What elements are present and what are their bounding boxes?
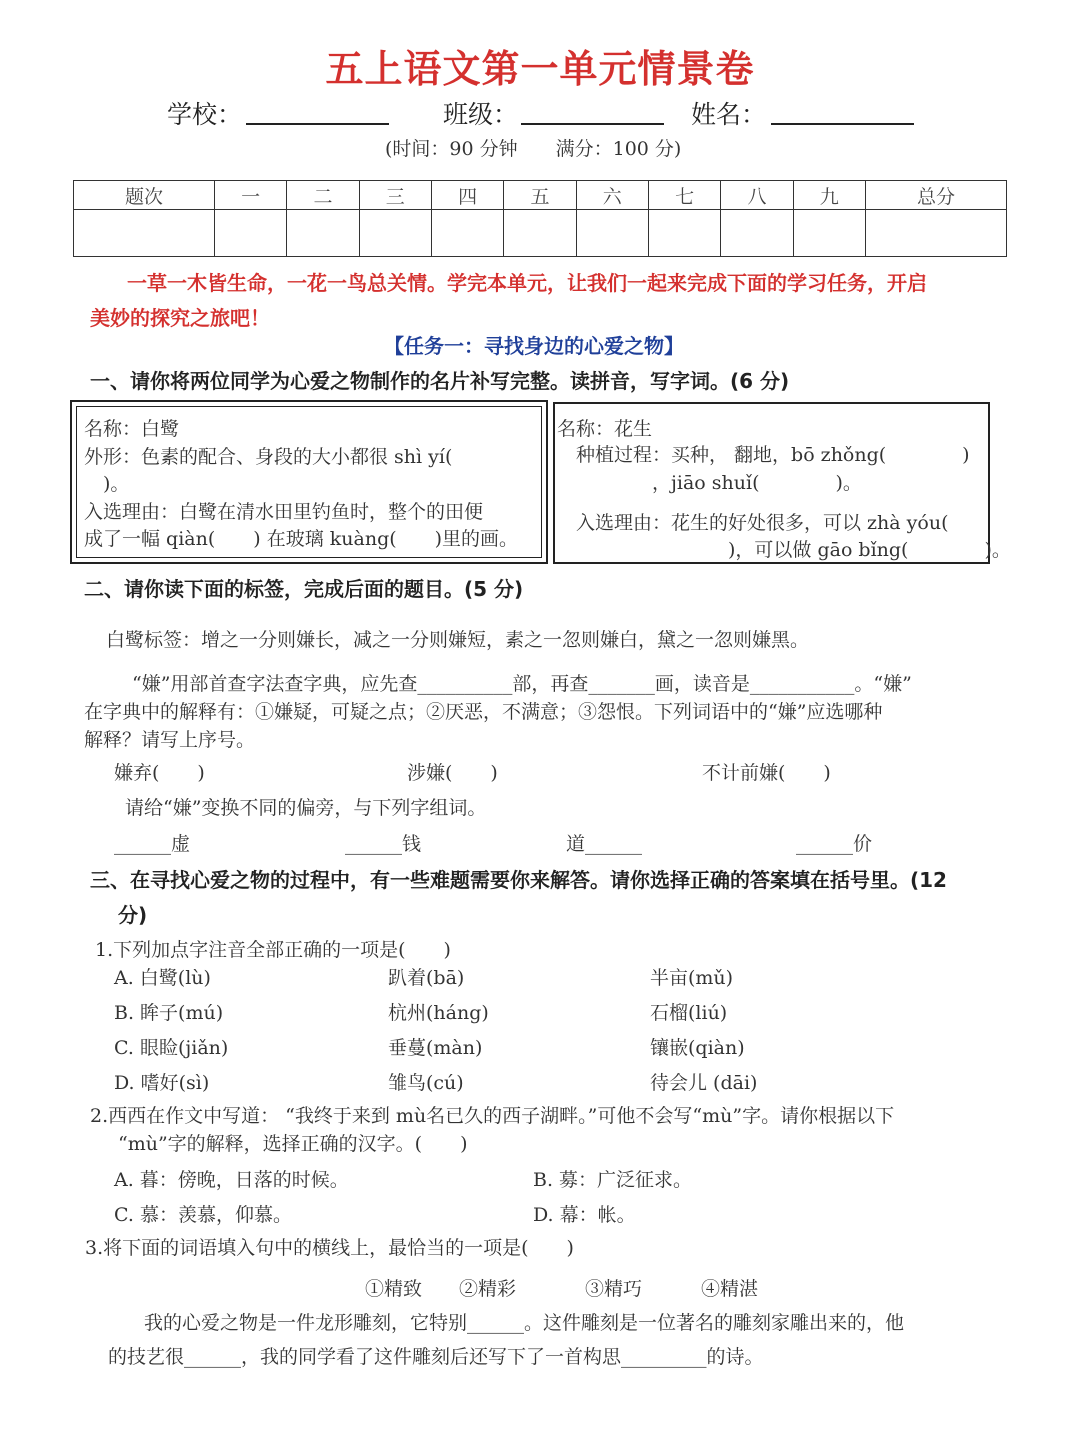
compose-word-item: ______价 bbox=[796, 833, 873, 855]
choice-item: B. 眸子(mú) bbox=[114, 1002, 224, 1024]
word-item: 不计前嫌( ) bbox=[702, 762, 831, 784]
word-option: ①精致 bbox=[365, 1278, 423, 1300]
word-item: 嫌弃( ) bbox=[114, 762, 205, 784]
question-two-heading: 二、请你读下面的标签，完成后面的题目。(5 分) bbox=[84, 577, 524, 601]
card-egret bbox=[70, 400, 548, 564]
card-peanut-line: 入选理由：花生的好处很多，可以 zhà yóu( bbox=[557, 512, 949, 534]
score-entry-cell[interactable] bbox=[287, 210, 359, 257]
score-entry-cell[interactable] bbox=[865, 210, 1006, 257]
sub-question-2-stem-cont: “mù”字的解释，选择正确的汉字。( ) bbox=[118, 1133, 468, 1155]
compose-word-item: 道______ bbox=[566, 833, 643, 855]
score-header-cell: 总分 bbox=[865, 181, 1006, 210]
name-label: 姓名： bbox=[691, 100, 767, 129]
score-entry-cell[interactable] bbox=[793, 210, 865, 257]
score-header-cell: 九 bbox=[793, 181, 865, 210]
question-three-heading: 三、在寻找心爱之物的过程中，有一些难题需要你来解答。请你选择正确的答案填在括号里。(12 bbox=[90, 868, 947, 892]
card-egret-line: 入选理由：白鹭在清水田里钓鱼时，整个的田便 bbox=[84, 501, 484, 523]
choice-item: 垂蔓(màn) bbox=[388, 1037, 483, 1059]
question-one-heading: 一、请你将两位同学为心爱之物制作的名片补写完整。读拼音，写字词。(6 分) bbox=[90, 369, 790, 393]
score-entry-cell[interactable] bbox=[214, 210, 286, 257]
choice-item: 杭州(háng) bbox=[388, 1002, 489, 1024]
score-table bbox=[73, 180, 1007, 257]
choice-item: A. 白鹭(lù) bbox=[114, 967, 211, 989]
card-egret-line: 外形：色素的配合、身段的大小都很 shì yí( bbox=[84, 446, 453, 468]
choice-item: C. 慕：羡慕，仰慕。 bbox=[114, 1204, 292, 1226]
q2-paragraph-line: 在字典中的解释有：①嫌疑，可疑之点；②厌恶，不满意；③怨恨。下列词语中的“嫌”应选哪种 bbox=[84, 701, 883, 723]
choice-item: D. 嗜好(sì) bbox=[114, 1072, 210, 1094]
score-entry-cell[interactable] bbox=[431, 210, 503, 257]
class-label: 班级： bbox=[443, 100, 519, 129]
question-three-heading-cont: 分) bbox=[118, 903, 148, 927]
choice-item: C. 眼睑(jiǎn) bbox=[114, 1037, 229, 1059]
q2-paragraph-line: 解释？请写上序号。 bbox=[84, 729, 256, 751]
word-item: 涉嫌( ) bbox=[407, 762, 498, 784]
word-option: ④精湛 bbox=[701, 1278, 759, 1300]
card-peanut bbox=[553, 402, 1011, 564]
q2-instruction: 请给“嫌”变换不同的偏旁，与下列字组词。 bbox=[125, 797, 487, 819]
score-header-cell: 四 bbox=[431, 181, 503, 210]
sub-question-1-stem: 1.下列加点字注音全部正确的一项是( ) bbox=[95, 939, 451, 961]
choice-item: 半亩(mǔ) bbox=[650, 967, 734, 989]
q3-paragraph-line: 我的心爱之物是一件龙形雕刻，它特别______。这件雕刻是一位著名的雕刻家雕出来的，他 bbox=[144, 1312, 905, 1334]
score-header-cell: 三 bbox=[359, 181, 431, 210]
choice-item: 趴着(bā) bbox=[388, 967, 465, 989]
score-entry-cell[interactable] bbox=[576, 210, 648, 257]
school-field[interactable] bbox=[246, 93, 389, 125]
score-entry-cell[interactable] bbox=[721, 210, 793, 257]
score-table-entry-row bbox=[74, 210, 1007, 257]
card-egret-line: 名称：白鹭 bbox=[84, 418, 180, 440]
score-entry-cell[interactable] bbox=[359, 210, 431, 257]
task-one-heading: 【任务一：寻找身边的心爱之物】 bbox=[384, 334, 684, 358]
class-field[interactable] bbox=[521, 93, 664, 125]
card-peanut-line: 种植过程：买种， 翻地，bō zhǒng( ) bbox=[557, 444, 970, 466]
choice-item: 镶嵌(qiàn) bbox=[650, 1037, 745, 1059]
word-option: ②精彩 bbox=[459, 1278, 517, 1300]
sub-question-2-stem: 2.西西在作文中写道： “我终于来到 mù名已久的西子湖畔。”可他不会写“mù”字。请你根据以下 bbox=[90, 1105, 895, 1127]
school-label: 学校： bbox=[167, 100, 243, 129]
compose-word-item: ______钱 bbox=[345, 833, 422, 855]
card-egret-line: )。 bbox=[84, 473, 130, 495]
time-info: (时间：90 分钟 满分：100 分) bbox=[385, 138, 682, 160]
choice-item: 雏鸟(cú) bbox=[388, 1072, 464, 1094]
choice-item: 待会儿 (dāi) bbox=[650, 1072, 758, 1094]
score-header-cell: 二 bbox=[287, 181, 359, 210]
name-field[interactable] bbox=[771, 93, 914, 125]
score-table-header-row bbox=[74, 181, 1007, 210]
egret-label-text: 白鹭标签：增之一分则嫌长，减之一分则嫌短，素之一忽则嫌白，黛之一忽则嫌黑。 bbox=[106, 629, 810, 651]
score-entry-cell[interactable] bbox=[504, 210, 576, 257]
card-peanut-line: )，可以做 gāo bǐng( )。 bbox=[557, 539, 1011, 561]
score-header-cell: 八 bbox=[721, 181, 793, 210]
choice-item: 石榴(liú) bbox=[650, 1002, 728, 1024]
score-header-cell: 五 bbox=[504, 181, 576, 210]
sub-question-3-stem: 3.将下面的词语填入句中的横线上，最恰当的一项是( ) bbox=[85, 1237, 574, 1259]
score-entry-cell[interactable] bbox=[74, 210, 215, 257]
card-peanut-line: ，jiāo shuǐ( )。 bbox=[557, 472, 862, 494]
card-egret-line: 成了一幅 qiàn( ) 在玻璃 kuàng( )里的画。 bbox=[84, 528, 519, 550]
word-option: ③精巧 bbox=[585, 1278, 643, 1300]
choice-item: A. 暮：傍晚，日落的时候。 bbox=[114, 1169, 349, 1191]
choice-item: D. 幕：帐。 bbox=[533, 1204, 636, 1226]
score-header-cell: 七 bbox=[648, 181, 720, 210]
intro-line-1: 一草一木皆生命，一花一鸟总关情。学完本单元，让我们一起来完成下面的学习任务，开启 bbox=[127, 271, 927, 295]
score-entry-cell[interactable] bbox=[648, 210, 720, 257]
compose-word-item: ______虚 bbox=[114, 833, 191, 855]
score-header-cell: 六 bbox=[576, 181, 648, 210]
q3-paragraph-line: 的技艺很______，我的同学看了这件雕刻后还写下了一首构思_________的诗。 bbox=[108, 1346, 764, 1368]
q2-paragraph-line: “嫌”用部首查字法查字典，应先查__________部，再查_______画，读音是___________。“嫌” bbox=[132, 673, 912, 695]
card-peanut-line: 名称：花生 bbox=[557, 418, 653, 440]
intro-line-2: 美妙的探究之旅吧！ bbox=[90, 306, 270, 330]
score-header-cell: 题次 bbox=[74, 181, 215, 210]
score-header-cell: 一 bbox=[214, 181, 286, 210]
choice-item: B. 募：广泛征求。 bbox=[533, 1169, 693, 1191]
page-title: 五上语文第一单元情景卷 bbox=[325, 47, 755, 91]
